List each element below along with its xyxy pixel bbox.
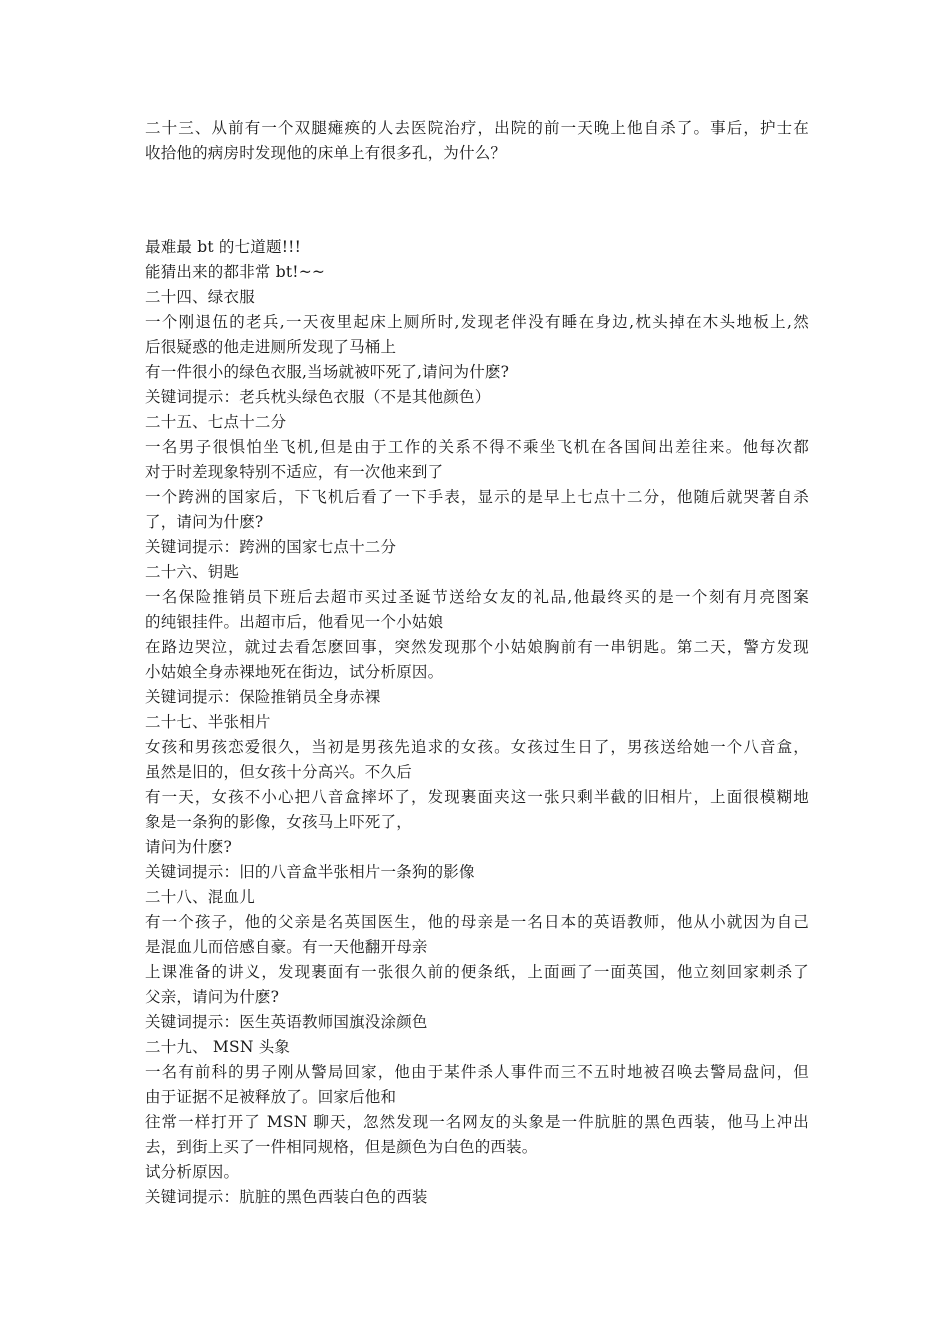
text-line: 二十八、混血儿 — [145, 888, 255, 906]
text-line: 关键词提示：保险推销员全身赤裸 — [145, 688, 381, 706]
text-line: 了，请问为什麽? — [145, 513, 264, 531]
text-line: 二十四、绿衣服 — [145, 288, 255, 306]
text-line: 二十七、半张相片 — [145, 713, 271, 731]
text-line: 关键词提示：跨洲的国家七点十二分 — [145, 538, 397, 556]
paragraph-gap — [145, 166, 809, 235]
puzzle-list — [145, 285, 809, 1210]
text-line: 往常一样打开了 MSN 聊天，忽然发现一名网友的头象是一件肮脏的黑色西装，他马上冲出 — [145, 1113, 809, 1131]
text-line: 关键词提示：老兵枕头绿色衣服（不是其他颜色） — [145, 388, 491, 406]
text-line: 有一件很小的绿色衣服,当场就被吓死了,请问为什麽? — [145, 363, 510, 381]
text-line: 二十六、钥匙 — [145, 563, 240, 581]
text-line: 关键词提示：旧的八音盒半张相片一条狗的影像 — [145, 863, 475, 881]
text-line: 小姑娘全身赤裸地死在街边，试分析原因。 — [145, 663, 444, 681]
text-line: 二十九、 MSN 头象 — [145, 1038, 291, 1056]
text-line: 一个跨洲的国家后，下飞机后看了一下手表，显示的是早上七点十二分，他随后就哭著自杀 — [145, 488, 809, 506]
text-line: 请问为什麽? — [145, 838, 233, 856]
text-line: 试分析原因。 — [145, 1163, 240, 1181]
text-line: 一名男子很惧怕坐飞机,但是由于工作的关系不得不乘坐飞机在各国间出差往来。他每次都 — [145, 438, 809, 456]
text-line: 二十五、七点十二分 — [145, 413, 287, 431]
text-line: 有一天，女孩不小心把八音盒摔坏了，发现裹面夹这一张只剩半截的旧相片，上面很模糊地 — [145, 788, 809, 806]
text-line: 一名有前科的男子刚从警局回家，他由于某件杀人事件而三不五时地被召唤去警局盘问，但 — [145, 1063, 809, 1081]
text-line: 在路边哭泣，就过去看怎麽回事，突然发现那个小姑娘胸前有一串钥匙。第二天，警方发现 — [145, 638, 809, 656]
text-line: 对于时差现象特别不适应，有一次他来到了 — [145, 463, 444, 481]
text-line: 收拾他的病房时发现他的床单上有很多孔，为什么？ — [145, 144, 507, 162]
text-line: 是混血儿而倍感自豪。有一天他翻开母亲 — [145, 938, 428, 956]
text-line: 由于证据不足被释放了。回家后他和 — [145, 1088, 397, 1106]
text-line: 父亲，请问为什麽? — [145, 988, 280, 1006]
text-line: 一个刚退伍的老兵,一天夜里起床上厕所时,发现老伴没有睡在身边,枕头掉在木头地板上,然 — [145, 313, 809, 331]
text-line: 关键词提示：肮脏的黑色西装白色的西装 — [145, 1188, 428, 1206]
text-line: 二十三、从前有一个双腿瘫痪的人去医院治疗，出院的前一天晚上他自杀了。事后，护士在 — [145, 119, 809, 137]
text-line: 一名保险推销员下班后去超市买过圣诞节送给女友的礼品,他最终买的是一个刻有月亮图案 — [145, 588, 809, 606]
text-line: 的纯银挂件。出超市后，他看见一个小姑娘 — [145, 613, 444, 631]
section-heading: 最难最 bt 的七道题!!! — [145, 238, 301, 256]
text-line: 有一个孩子，他的父亲是名英国医生，他的母亲是一名日本的英语教师，他从小就因为自己 — [145, 913, 809, 931]
puzzle-23 — [145, 116, 809, 166]
section-subheading: 能猜出来的都非常 bt!~~ — [145, 263, 326, 281]
document-page — [145, 116, 809, 1210]
text-line: 上课准备的讲义，发现裹面有一张很久前的便条纸，上面画了一面英国，他立刻回家刺杀了 — [145, 963, 809, 981]
text-line: 虽然是旧的，但女孩十分高兴。不久后 — [145, 763, 412, 781]
text-line: 去，到街上买了一件相同规格，但是颜色为白色的西装。 — [145, 1138, 538, 1156]
text-line: 象是一条狗的影像，女孩马上吓死了， — [145, 813, 412, 831]
text-line: 后很疑惑的他走进厕所发现了马桶上 — [145, 338, 397, 356]
text-line: 女孩和男孩恋爱很久，当初是男孩先追求的女孩。女孩过生日了，男孩送给她一个八音盒， — [145, 738, 809, 756]
text-line: 关键词提示：医生英语教师国旗没涂颜色 — [145, 1013, 428, 1031]
